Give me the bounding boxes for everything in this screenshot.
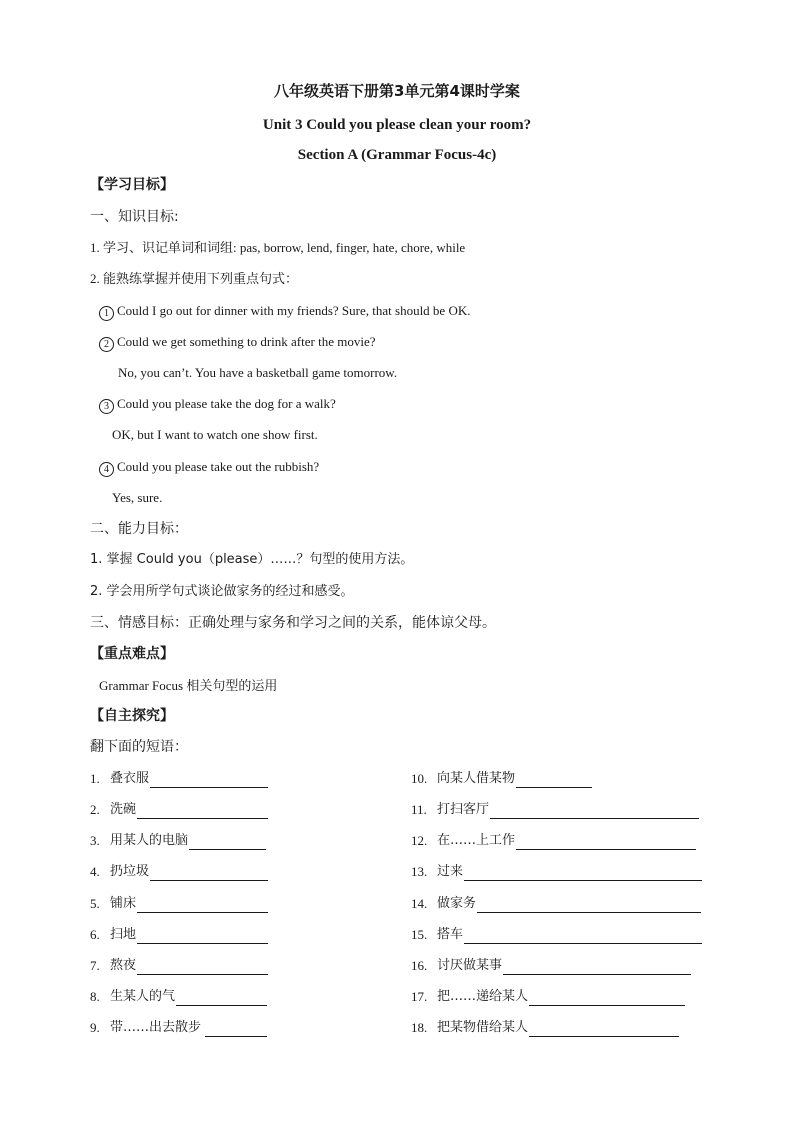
exercise-item: 15. 搭车 bbox=[411, 926, 702, 944]
exercise-item: 12. 在……上工作 bbox=[411, 832, 696, 850]
exercise-item: 17. 把……递给某人 bbox=[411, 988, 685, 1006]
answer-blank[interactable] bbox=[516, 835, 696, 850]
exercise-item: 8. 生某人的气 bbox=[90, 988, 267, 1006]
knowledge-item-sentences: 2. 能熟练掌握并使用下列重点句式： bbox=[90, 271, 299, 286]
answer-blank[interactable] bbox=[137, 804, 268, 819]
self-study-heading: 【自主探究】 bbox=[90, 708, 174, 724]
ability-item-2: 2. 学会用所学句式谈论做家务的经过和感受。 bbox=[90, 584, 354, 599]
sentence-2-answer: No, you can’t. You have a basketball game tomorrow. bbox=[118, 365, 398, 380]
circled-number-1: 1 bbox=[99, 306, 114, 321]
learning-goals-heading: 【学习目标】 bbox=[90, 177, 174, 193]
exercise-item: 18. 把某物借给某人 bbox=[411, 1019, 679, 1037]
sentence-2 bbox=[99, 333, 376, 352]
sentence-1 bbox=[99, 302, 470, 321]
sentence-3 bbox=[99, 395, 336, 414]
exercise-item: 2. 洗碗 bbox=[90, 801, 268, 819]
answer-blank[interactable] bbox=[516, 773, 592, 788]
emotion-goals: 三、情感目标：正确处理与家务和学习之间的关系，能体谅父母。 bbox=[90, 615, 496, 631]
exercise-item: 9. 带……出去散步 bbox=[90, 1019, 267, 1037]
exercise-item: 6. 扫地 bbox=[90, 926, 268, 944]
sentence-1-text: Could I go out for dinner with my friends? Sure, that should be OK. bbox=[117, 303, 471, 318]
answer-blank[interactable] bbox=[464, 866, 702, 881]
answer-blank[interactable] bbox=[529, 1022, 679, 1037]
sentence-4 bbox=[99, 458, 319, 477]
answer-blank[interactable] bbox=[137, 929, 268, 944]
exercise-item: 1. 叠衣服 bbox=[90, 770, 268, 788]
answer-blank[interactable] bbox=[477, 898, 701, 913]
answer-blank[interactable] bbox=[176, 991, 267, 1006]
key-points-heading: 【重点难点】 bbox=[90, 646, 174, 662]
knowledge-item-vocabulary: 1. 学习、识记单词和词组: pas, borrow, lend, finger, hate, chore, while bbox=[90, 240, 466, 255]
answer-blank[interactable] bbox=[490, 804, 699, 819]
exercise-item: 10. 向某人借某物 bbox=[411, 770, 592, 788]
exercise-item: 14. 做家务 bbox=[411, 895, 701, 913]
ability-item-1: 1. 掌握 Could you（please）……？句型的使用方法。 bbox=[90, 552, 414, 567]
exercise-item: 13. 过来 bbox=[411, 863, 702, 881]
exercise-item: 16. 讨厌做某事 bbox=[411, 957, 691, 975]
knowledge-goals-label: 一、知识目标: bbox=[90, 209, 179, 225]
circled-number-2: 2 bbox=[99, 337, 114, 352]
translate-instruction: 翻下面的短语： bbox=[90, 739, 188, 755]
exercise-item: 3. 用某人的电脑 bbox=[90, 832, 266, 850]
circled-number-3: 3 bbox=[99, 399, 114, 414]
answer-blank[interactable] bbox=[529, 991, 685, 1006]
answer-blank[interactable] bbox=[464, 929, 702, 944]
key-points-text: Grammar Focus 相关句型的运用 bbox=[99, 678, 278, 693]
unit-title: Unit 3 Could you please clean your room? bbox=[262, 117, 532, 133]
sentence-4-answer: Yes, sure. bbox=[112, 490, 163, 505]
sentence-3-text: Could you please take the dog for a walk? bbox=[117, 396, 336, 411]
answer-blank[interactable] bbox=[150, 866, 268, 881]
answer-blank[interactable] bbox=[150, 773, 268, 788]
answer-blank[interactable] bbox=[137, 898, 268, 913]
exercise-item: 7. 熬夜 bbox=[90, 957, 268, 975]
answer-blank[interactable] bbox=[137, 960, 268, 975]
exercise-item: 5. 铺床 bbox=[90, 895, 268, 913]
sentence-3-answer: OK, but I want to watch one show first. bbox=[112, 427, 318, 442]
section-title: Section A (Grammar Focus-4c) bbox=[297, 147, 497, 163]
answer-blank[interactable] bbox=[503, 960, 691, 975]
answer-blank[interactable] bbox=[205, 1022, 267, 1037]
sentence-2-text: Could we get something to drink after the movie? bbox=[117, 334, 376, 349]
ability-goals-label: 二、能力目标： bbox=[90, 521, 188, 537]
sentence-4-text: Could you please take out the rubbish? bbox=[117, 459, 320, 474]
worksheet-title: 八年级英语下册第3单元第4课时学案 bbox=[274, 82, 520, 100]
circled-number-4: 4 bbox=[99, 462, 114, 477]
exercise-item: 11. 打扫客厅 bbox=[411, 801, 699, 819]
exercise-item: 4. 扔垃圾 bbox=[90, 863, 268, 881]
answer-blank[interactable] bbox=[189, 835, 266, 850]
